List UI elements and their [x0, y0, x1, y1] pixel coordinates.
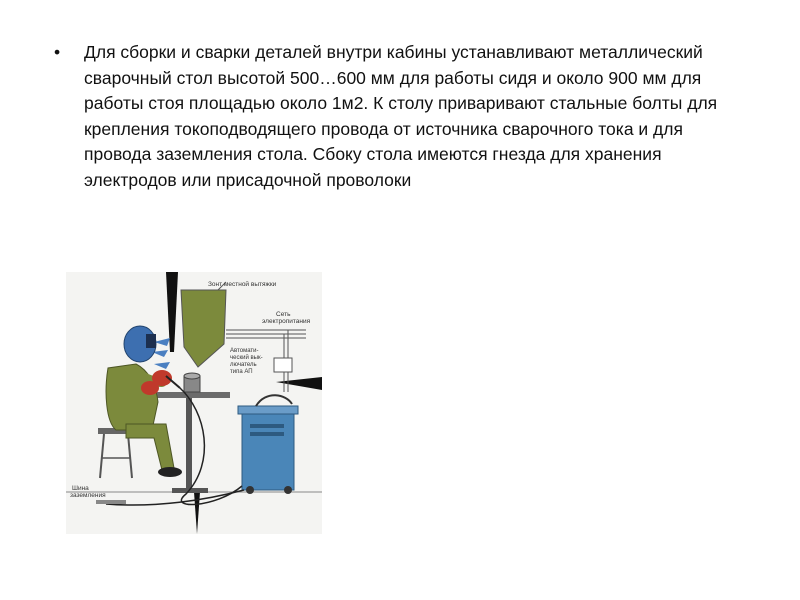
label-switch-2: ческий вык-: [230, 355, 263, 361]
bullet-list: [52, 40, 752, 193]
label-network-2: электропитания: [262, 318, 311, 325]
partition-gap: [178, 272, 322, 274]
automatic-switch: [274, 358, 292, 372]
helmet-visor: [146, 334, 156, 348]
welding-glove-left: [141, 381, 159, 395]
welding-station-illustration: [66, 272, 322, 534]
workpiece-top: [184, 373, 200, 379]
worker-boot: [158, 467, 182, 477]
label-hood: Зонт местной вытяжки: [208, 281, 277, 288]
bullet-dot: •: [54, 42, 61, 62]
power-source-wheel-left: [246, 486, 254, 494]
label-ground-1: Шина: [72, 485, 89, 492]
power-source-top: [238, 406, 298, 414]
body-text: Для сборки и сварки деталей внутри кабины устанавливают металлический сварочный стол высотой 500…600 мм для работы сидя и около 900 мм для работы стоя площадью около 1м2. К столу приваривают стальные болты для крепления токоподводящего провода от источника сварочного тока и для провода заземления стола. Сбоку стола имеются гнезда для хранения электродов или присадочной проволоки: [84, 42, 718, 190]
label-switch-1: Автомати-: [230, 348, 259, 354]
welding-power-source: [242, 412, 294, 490]
bullet-item: [52, 40, 752, 193]
label-ground-2: заземления: [70, 492, 106, 499]
power-source-wheel-right: [284, 486, 292, 494]
label-switch-3: лючатель: [230, 362, 257, 368]
power-source-vent-1: [250, 424, 284, 428]
power-source-vent-2: [250, 432, 284, 436]
welding-table-top: [152, 392, 230, 398]
ground-bus: [96, 500, 126, 504]
label-network-1: Сеть: [276, 311, 291, 318]
label-switch-4: типа АП: [230, 369, 253, 375]
welding-table-leg: [186, 398, 192, 490]
